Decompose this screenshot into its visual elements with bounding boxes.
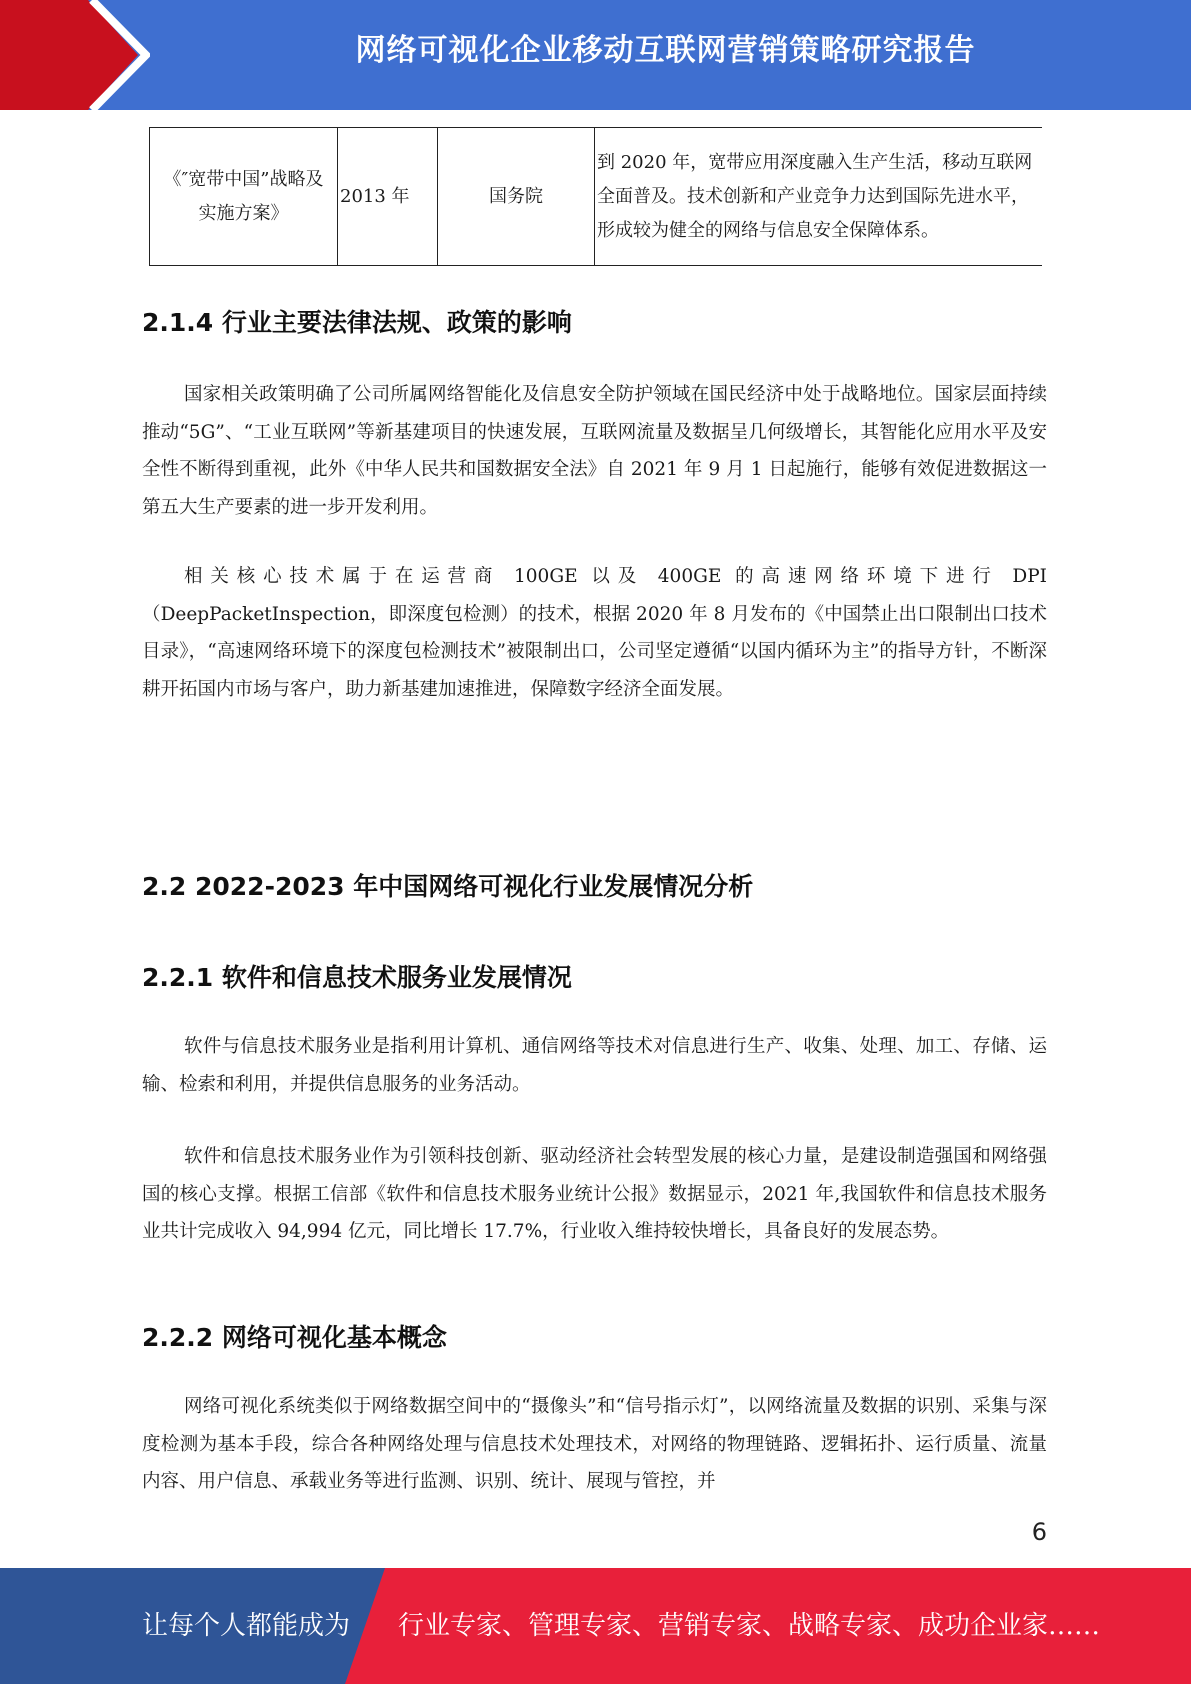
page-footer	[0, 1568, 1191, 1684]
paragraph: 相关核心技术属于在运营商 100GE 以及 400GE 的高速网络环境下进行 DPI（DeepPacketInspection，即深度包检测）的技术，根据 2020 年 8 月发布的《中国禁止出口限制出口技术目录》，“高速网络环境下的深度包检测技术”被限制出口，公司坚定遵循“以国内循环为主”的指导方针，不断深耕开拓国内市场与客户，助力新基建加速推进，保障数字经济全面发展。	[142, 566, 1047, 700]
section-heading-2-2-2: 2.2.2 网络可视化基本概念	[142, 1323, 447, 1352]
policy-issuer-cell: 国务院	[438, 128, 595, 266]
paragraph: 软件与信息技术服务业是指利用计算机、通信网络等技术对信息进行生产、收集、处理、加工、存储、运输、检索和利用，并提供信息服务的业务活动。	[142, 1036, 1047, 1095]
footer-slogan-right: 行业专家、管理专家、营销专家、战略专家、成功企业家……	[398, 1611, 1101, 1641]
header-red-arrow	[0, 0, 150, 110]
section-heading-2-2: 2.2 2022-2023 年中国网络可视化行业发展情况分析	[142, 872, 754, 901]
policy-year-cell: 2013 年	[338, 128, 438, 266]
table-row	[150, 128, 1043, 266]
policy-name-cell: 《″宽带中国”战略及实施方案》	[150, 128, 338, 266]
policy-table	[149, 127, 1042, 266]
paragraph: 软件和信息技术服务业作为引领科技创新、驱动经济社会转型发展的核心力量，是建设制造强国和网络强国的核心支撑。根据工信部《软件和信息技术服务业统计公报》数据显示，2021 年,我国软件和信息技术服务业共计完成收入 94,994 亿元，同比增长 17.7%，行业收入维持较快增长，具备良好的发展态势。	[142, 1146, 1047, 1242]
policy-content-cell: 到 2020 年，宽带应用深度融入生产生活，移动互联网 全面普及。技术创新和产业竞争力达到国际先进水平， 形成较为健全的网络与信息安全保障体系。	[595, 128, 1043, 266]
page-header	[0, 0, 1191, 110]
page-number: 6	[1031, 1518, 1047, 1546]
section-heading-2-2-1: 2.2.1 软件和信息技术服务业发展情况	[142, 963, 572, 992]
section-heading-2-1-4: 2.1.4 行业主要法律法规、政策的影响	[142, 308, 572, 337]
footer-slogan-left: 让每个人都能成为	[142, 1611, 351, 1641]
paragraph: 网络可视化系统类似于网络数据空间中的“摄像头”和“信号指示灯”，以网络流量及数据的识别、采集与深度检测为基本手段，综合各种网络处理与信息技术处理技术，对网络的物理链路、逻辑拓扑、运行质量、流量内容、用户信息、承载业务等进行监测、识别、统计、展现与管控，并	[142, 1396, 1047, 1492]
report-title: 网络可视化企业移动互联网营销策略研究报告	[355, 33, 976, 68]
paragraph: 国家相关政策明确了公司所属网络智能化及信息安全防护领域在国民经济中处于战略地位。国家层面持续推动“5G”、“工业互联网”等新基建项目的快速发展，互联网流量及数据呈几何级增长，其智能化应用水平及安全性不断得到重视，此外《中华人民共和国数据安全法》自 2021 年 9 月 1 日起施行，能够有效促进数据这一第五大生产要素的进一步开发利用。	[142, 384, 1047, 518]
